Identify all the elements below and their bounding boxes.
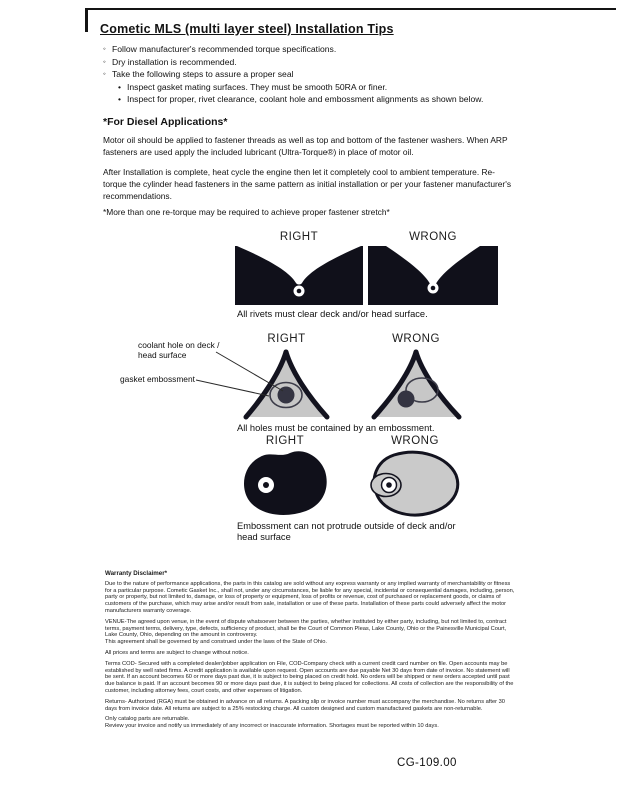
catalog-page-code: CG-109.00 [397, 757, 457, 769]
right-label: RIGHT [267, 333, 306, 345]
open-bullet-icon: ◦ [103, 69, 106, 79]
wrong-label: WRONG [409, 231, 457, 243]
warranty-heading: Warranty Disclaimer* [105, 570, 168, 577]
diesel-paragraph-1: Motor oil should be applied to fastener threads as well as top and bottom of the fastener washers. When ARP fasteners are used apply the included lubricant (Ultra-Torque®) in place of motor oil. [103, 135, 508, 157]
embossment-wrong-diagram [368, 449, 462, 517]
tip-text: Dry installation is recommended. [112, 56, 237, 67]
open-bullet-icon: ◦ [103, 44, 106, 53]
warranty-paragraph: Only catalog parts are returnable. [105, 716, 190, 723]
tip-item [103, 43, 523, 56]
coolant-hole-right-diagram [243, 348, 330, 420]
coolant-hole-wrong-diagram [370, 348, 462, 420]
tip-sub-item [103, 81, 523, 94]
tip-sub-item [103, 93, 523, 106]
warranty-paragraph: Terms COD- Secured with a completed dealer/jobber application on File, COD-Company check with a current credit card number on file. Open accounts may be established by well rated firms. A credit application is available upon request. Open accounts are due payable Net 30 days from date of invoice. No statement will be sent. If an account becomes 60 or more days past due, it is subject to being placed on credit hold. No orders will be shipped or new orders accepted until past due balance is paid. If an account becomes 90 or more days past due, it is subject to being placed for collections. All costs of collection are the responsibility of the customer, including attorney fees, court costs, and other expenses of litigation. [105, 660, 514, 694]
embossment-right-diagram [240, 449, 330, 517]
rivet-caption: All rivets must clear deck and/or head surface. [237, 309, 428, 319]
tip-text: Inspect for proper, rivet clearance, coolant hole and embossment alignments as shown below. [127, 94, 484, 105]
warranty-paragraph: VENUE-The agreed upon venue, in the event of dispute whatsoever between the parties, whether instituted by either party, including, but not limited to, contract terms, payment terms, delivery, type, defects, sufficiency of product, shall be the Court of Common Pleas, Lake County, Ohio or the Painesville Municipal Court, Lake County, Ohio, depending on the amount in controversy. [105, 618, 507, 639]
page-border-left-stub [85, 8, 88, 32]
coolant-hole-callout: coolant hole on deck / head surface [138, 340, 220, 360]
gasket-embossment-callout: gasket embossment [120, 374, 195, 384]
page-border-top [85, 8, 616, 10]
open-bullet-icon: ◦ [103, 56, 106, 66]
warranty-paragraph: All prices and terms are subject to change without notice. [105, 649, 249, 656]
rivet-clearance-right-diagram [235, 246, 363, 305]
warranty-paragraph: Review your invoice and notify us immediately of any incorrect or inaccurate information. Shortages must be reported within 10 days. [105, 723, 439, 730]
embossment-caption: Embossment can not protrude outside of deck and/or head surface [237, 521, 456, 542]
tip-text: Follow manufacturer's recommended torque specifications. [112, 44, 337, 54]
wrong-label: WRONG [392, 333, 440, 345]
tip-item [103, 68, 523, 81]
tip-item [103, 56, 523, 69]
warranty-paragraph: Returns- Authorized (RGA) must be obtained in advance on all returns. A packing slip or invoice number must accompany the merchandise. No returns after 30 days from invoice date. All returns are subject to a 25% restocking charge. All custom designed and custom manufactured gaskets are non-returnable. [105, 698, 505, 712]
diesel-applications-heading: *For Diesel Applications* [103, 116, 228, 128]
filled-bullet-icon: • [118, 94, 121, 105]
right-label: RIGHT [265, 435, 305, 447]
warranty-paragraph: Due to the nature of performance applications, the parts in this catalog are sold without any express warranty or any implied warranty of merchantability or fitness for a particular purpose. Cometic Gasket Inc., shall not, under any circumstances, be liable for any special, incidental or consequential damages, including, person, party or property, but not limited to, damage, or loss of property or equipment, loss of profits or revenue, cost of purchased or replacement goods, or claims of customers of the purchase, which may arise and/or result from sale, installation or use of these parts. Installation of these parts could adversely affect the motor manufacturers warranty coverage. [105, 580, 515, 614]
right-label: RIGHT [279, 231, 319, 243]
tip-text: Inspect gasket mating surfaces. They must be smooth 50RA or finer. [127, 81, 388, 92]
retorque-note: *More than one re-torque may be required to achieve proper fastener stretch* [103, 207, 390, 217]
warranty-disclaimer [105, 571, 515, 734]
wrong-label: WRONG [391, 435, 439, 447]
diesel-paragraph-2: After Installation is complete, heat cycle the engine then let it completely cool to ambient temperature. Re-torque the cylinder head fasteners in the same pattern as initial installation or per your fastener manufacturer's recommendations. [103, 167, 512, 201]
holes-caption: All holes must be contained by an embossment. [237, 423, 435, 433]
installation-tips-list [103, 43, 523, 106]
filled-bullet-icon: • [118, 81, 121, 92]
rivet-clearance-wrong-diagram [368, 246, 498, 305]
page-title: Cometic MLS (multi layer steel) Installation Tips [100, 22, 394, 36]
tip-text: Take the following steps to assure a proper seal [112, 69, 294, 80]
warranty-paragraph: This agreement shall be governed by and construed under the laws of the State of Ohio. [105, 639, 327, 646]
